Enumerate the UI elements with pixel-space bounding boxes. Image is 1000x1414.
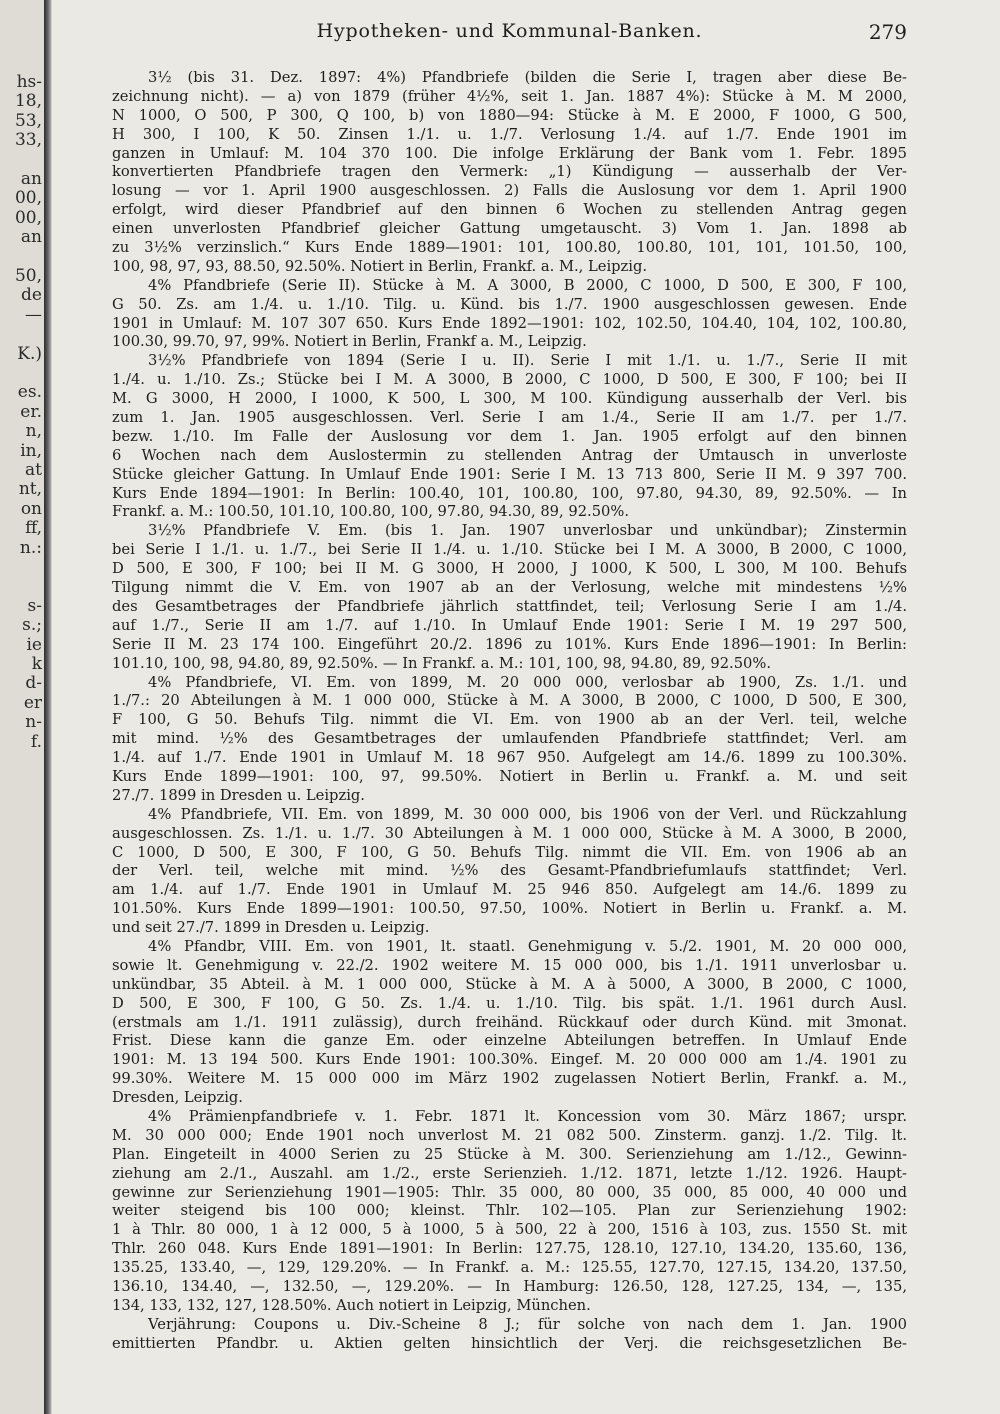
text-line: ziehung am 2./1., Auszahl. am 1./2., erste Serienzieh. 1./12. 1871, letzte 1./12. 1926. Haupt- (112, 1164, 907, 1182)
text-line: 1./4. u. 1./10. Zs.; Stücke bei I M. A 3000, B 2000, C 1000, D 500, E 300, F 100; bei II (112, 371, 907, 389)
text-line: 6 Wochen nach dem Auslostermin zu stellenden Antrag der Umtausch in unverloste (112, 446, 907, 464)
adjacent-page-fragment: es. (17, 382, 42, 403)
adjacent-page-edge (0, 0, 44, 1414)
adjacent-page-fragment: d- (25, 673, 42, 694)
text-line: ganzen in Umlauf: M. 104 370 100. Die infolge Erklärung der Bank vom 1. Febr. 1895 (112, 144, 907, 162)
text-line: unkündbar, 35 Abteil. à M. 1 000 000, Stücke à M. A à 5000, A 3000, B 2000, C 1000, (112, 975, 907, 993)
adjacent-page-fragment: n- (25, 712, 42, 733)
adjacent-page-fragment: ie (26, 634, 42, 655)
text-line: mit mind. ½% des Gesamtbetrages der umlaufenden Pfandbriefe stattfindet; Verl. am (112, 730, 907, 748)
text-line: 100, 98, 97, 93, 88.50, 92.50%. Notiert in Berlin, Frankf. a. M., Leipzig. (112, 257, 648, 275)
text-line: ausgeschlossen. Zs. 1./1. u. 1./7. 30 Abteilungen à M. 1 000 000, Stücke à M. A 3000, B 2000, (112, 824, 907, 842)
text-line: 27./7. 1899 in Dresden u. Leipzig. (112, 786, 365, 804)
text-line: bei Serie I 1./1. u. 1./7., bei Serie II 1./4. u. 1./10. Stücke bei I M. A 3000, B 2000, C 1000, (112, 541, 907, 559)
text-line: Tilgung nimmt die V. Em. von 1907 ab an der Verlosung, welche mit mindestens ½% (112, 579, 907, 597)
adjacent-page-fragment: s- (27, 595, 42, 616)
text-line: Kurs Ende 1899—1901: 100, 97, 99.50%. Notiert in Berlin u. Frankf. a. M. und seit (112, 767, 907, 785)
text-line: 3½% Pfandbriefe von 1894 (Serie I u. II). Serie I mit 1./1. u. 1./7., Serie II mit (148, 352, 907, 370)
text-line: Stücke gleicher Gattung. In Umlauf Ende 1901: Serie I M. 13 713 800, Serie II M. 9 397 700. (112, 465, 907, 483)
text-line: 136.10, 134.40, —, 132.50, —, 129.20%. — In Hamburg: 126.50, 128, 127.25, 134, —, 135, (112, 1278, 907, 1295)
text-line: bezw. 1./10. Im Falle der Auslosung vor dem 1. Jan. 1905 erfolgt auf den binnen (112, 427, 907, 445)
text-line: M. 30 000 000; Ende 1901 noch unverlost M. 21 082 500. Zinsterm. ganzj. 1./2. Tilg. lt. (112, 1126, 907, 1144)
text-line: 1./4. auf 1./7. Ende 1901 in Umlauf M. 18 967 950. Aufgelegt am 14./6. 1899 zu 100.30%. (112, 749, 907, 767)
text-line: 135.25, 133.40, —, 129, 129.20%. — In Frankf. a. M.: 125.55, 127.70, 127.15, 134.20, 137.50, (112, 1259, 907, 1277)
text-line: der Verl. teil, welche mit mind. ½% des Gesamt-Pfandbriefumlaufs stattfindet; Verl. (112, 862, 907, 880)
text-line: 1./7.: 20 Abteilungen à M. 1 000 000, Stücke à M. A 3000, B 2000, C 1000, D 500, E 300, (112, 692, 907, 710)
adjacent-page-fragment: er. (20, 401, 42, 422)
running-header (112, 20, 907, 50)
adjacent-page-fragment: er (23, 692, 42, 713)
book-gutter (44, 0, 52, 1414)
text-line: G 50. Zs. am 1./4. u. 1./10. Tilg. u. Künd. bis 1./7. 1900 ausgeschlossen gewesen. Ende (112, 295, 907, 313)
text-line: 4% Pfandbr, VIII. Em. von 1901, lt. staatl. Genehmigung v. 5./2. 1901, M. 20 000 000, (148, 937, 907, 955)
text-line: 4% Prämienpfandbriefe v. 1. Febr. 1871 lt. Koncession vom 30. März 1867; urspr. (148, 1107, 907, 1125)
text-line: 1901 in Umlauf: M. 107 307 650. Kurs Ende 1892—1901: 102, 102.50, 104.40, 104, 102, 100.80, (112, 314, 907, 332)
text-line: Kurs Ende 1894—1901: In Berlin: 100.40, 101, 100.80, 100, 97.80, 94.30, 89, 92.50%. — In (112, 484, 907, 502)
adjacent-page-fragment: nt, (18, 479, 42, 500)
adjacent-page-fragment: an (20, 227, 42, 248)
adjacent-page-fragment: 00, (14, 207, 42, 228)
adjacent-page-fragment: s.; (22, 615, 42, 636)
text-line: einen unverlosten Pfandbrief gleicher Gattung umgetauscht. 3) Vom 1. Jan. 1898 ab (112, 220, 907, 238)
text-line: D 500, E 300, F 100, G 50. Zs. 1./4. u. 1./10. Tilg. bis spät. 1./1. 1961 durch Ausl. (112, 994, 907, 1012)
text-line: 134, 133, 132, 127, 128.50%. Auch notiert in Leipzig, München. (112, 1296, 591, 1314)
text-line: 3½% Pfandbriefe V. Em. (bis 1. Jan. 1907 unverlosbar und unkündbar); Zinstermin (148, 522, 907, 540)
adjacent-page-fragment: in, (20, 440, 42, 461)
adjacent-page-fragment: on (20, 498, 42, 519)
text-line: 101.50%. Kurs Ende 1899—1901: 100.50, 97.50, 100%. Notiert in Berlin u. Frankf. a. M. (112, 900, 907, 918)
text-line: am 1./4. auf 1./7. Ende 1901 in Umlauf M. 25 946 850. Aufgelegt am 14./6. 1899 zu (112, 881, 907, 899)
text-line: und seit 27./7. 1899 in Dresden u. Leipzig. (112, 919, 430, 937)
text-line: N 1000, O 500, P 300, Q 100, b) von 1880—94: Stücke à M. E 2000, F 1000, G 500, (112, 106, 907, 124)
text-line: konvertierten Pfandbriefe tragen den Vermerk: „1) Kündigung — ausserhalb der Ver- (112, 163, 907, 181)
text-line: Dresden, Leipzig. (112, 1089, 243, 1107)
text-line: 99.30%. Weitere M. 15 000 000 im März 1902 zugelassen Notiert Berlin, Frankf. a. M., (112, 1070, 907, 1088)
text-line: zum 1. Jan. 1905 ausgeschlossen. Verl. Serie I am 1./4., Serie II am 1./7. per 1./7. (112, 409, 907, 427)
adjacent-page-fragment: 18, (14, 91, 42, 112)
text-line: Frankf. a. M.: 100.50, 101.10, 100.80, 100, 97.80, 94.30, 89, 92.50%. (112, 503, 630, 521)
adjacent-page-fragment: — (25, 304, 42, 325)
page-number: 279 (868, 20, 907, 44)
text-line: 4% Pfandbriefe (Serie II). Stücke à M. A 3000, B 2000, C 1000, D 500, E 300, F 100, (148, 276, 907, 294)
adjacent-page-fragment: ff, (25, 518, 42, 539)
text-line: 4% Pfandbriefe, VI. Em. von 1899, M. 20 000 000, verlosbar ab 1900, Zs. 1./1. und (148, 673, 907, 691)
adjacent-page-fragment: hs- (16, 72, 42, 92)
text-line: erfolgt, wird dieser Pfandbrief auf den binnen 6 Wochen zu stellenden Antrag gegen (112, 201, 907, 219)
text-line: Serie II M. 23 174 100. Eingeführt 20./2. 1896 zu 101%. Kurs Ende 1896—1901: In Berlin: (112, 635, 907, 653)
text-line: losung — vor 1. April 1900 ausgeschlossen. 2) Falls die Auslosung vor dem 1. April 1900 (112, 182, 907, 200)
text-line: zeichnung nicht). — a) von 1879 (früher 4½%, seit 1. Jan. 1887 4%): Stücke à M. M 2000, (112, 87, 907, 105)
text-line: C 1000, D 500, E 300, F 100, G 50. Behufs Tilg. nimmt die VII. Em. von 1906 ab an (112, 843, 907, 861)
adjacent-page-fragment: de (21, 285, 42, 306)
adjacent-page-fragment: 00, (14, 188, 42, 209)
text-line: weiter steigend bis 100 000; kleinst. Thlr. 102—105. Plan zur Serienziehung 1902: (112, 1202, 907, 1220)
text-line: sowie lt. Genehmigung v. 22./2. 1902 weitere M. 15 000 000, bis 1./1. 1911 unverlosbar u. (112, 956, 907, 974)
text-line: D 500, E 300, F 100; bei II M. G 3000, H 2000, J 1000, K 500, L 300, M 100. Behufs (112, 560, 907, 578)
adjacent-page-fragment: 50, (14, 266, 42, 286)
text-line: Verjährung: Coupons u. Div.-Scheine 8 J.; für solche von nach dem 1. Jan. 1900 (148, 1315, 907, 1333)
body-text (112, 69, 907, 1354)
adjacent-page-fragment: 53, (14, 110, 42, 131)
text-line: Plan. Eingeteilt in 4000 Serien zu 25 Stücke à M. 300. Serienziehung am 1./12., Gewinn- (112, 1145, 907, 1163)
text-line: 4% Pfandbriefe, VII. Em. von 1899, M. 30 000 000, bis 1906 von der Verl. und Rückzahlung (148, 805, 907, 823)
adjacent-page-fragment: 33, (14, 130, 42, 151)
text-line: 100.30, 99.70, 97, 99%. Notiert in Berlin, Frankf a. M., Leipzig. (112, 333, 587, 351)
text-line: auf 1./7., Serie II am 1./7. auf 1./10. In Umlauf Ende 1901: Serie I M. 19 297 500, (112, 616, 907, 634)
adjacent-page-fragment: n.: (19, 537, 42, 558)
header-title: Hypotheken- und Kommunal-Banken. (316, 20, 703, 42)
text-line: H 300, I 100, K 50. Zinsen 1./1. u. 1./7. Verlosung 1./4. auf 1./7. Ende 1901 im (112, 125, 907, 143)
text-line: zu 3½% verzinslich.“ Kurs Ende 1889—1901: 101, 100.80, 100.80, 101, 101, 101.50, 100, (112, 239, 907, 257)
adjacent-page-fragment: at (25, 460, 42, 480)
adjacent-page-fragment: k (31, 654, 42, 674)
adjacent-page-fragment: f. (30, 731, 42, 752)
text-line: 1 à Thlr. 80 000, 1 à 12 000, 5 à 1000, 5 à 500, 22 à 200, 1516 à 103, zus. 1550 St. mit (112, 1221, 907, 1239)
adjacent-page-fragment: K.) (17, 343, 42, 364)
text-line: (erstmals am 1./1. 1911 zulässig), durch freihänd. Rückkauf oder durch Künd. mit 3monat. (112, 1013, 907, 1031)
text-line: emittierten Pfandbr. u. Aktien gelten hinsichtlich der Verj. die reichsgesetzlichen Be- (112, 1334, 907, 1352)
text-line: des Gesamtbetrages der Pfandbriefe jährlich stattfindet, teil; Verlosung Serie I am 1./4. (112, 597, 907, 615)
text-line: 3½ (bis 31. Dez. 1897: 4%) Pfandbriefe (bilden die Serie I, tragen aber diese Be- (148, 69, 907, 86)
adjacent-page-fragment: an (20, 169, 42, 189)
text-line: Thlr. 260 048. Kurs Ende 1891—1901: In Berlin: 127.75, 128.10, 127.10, 134.20, 135.60, 136, (112, 1240, 907, 1258)
text-line: Frist. Diese kann die ganze Em. oder einzelne Abteilungen betreffen. In Umlauf Ende (112, 1032, 907, 1050)
adjacent-page-fragment: n, (25, 421, 42, 442)
text-line: 101.10, 100, 98, 94.80, 89, 92.50%. — In Frankf. a. M.: 101, 100, 98, 94.80, 89, 92.50%. (112, 654, 772, 672)
text-line: F 100, G 50. Behufs Tilg. nimmt die VI. Em. von 1900 ab an der Verl. teil, welche (112, 711, 907, 729)
text-line: M. G 3000, H 2000, I 1000, K 500, L 300, M 100. Kündigung ausserhalb der Verl. bis (112, 390, 907, 408)
text-line: 1901: M. 13 194 500. Kurs Ende 1901: 100.30%. Eingef. M. 20 000 000 am 1./4. 1901 zu (112, 1051, 907, 1069)
text-line: gewinne zur Serienziehung 1901—1905: Thlr. 35 000, 80 000, 35 000, 85 000, 40 000 und (112, 1183, 907, 1201)
